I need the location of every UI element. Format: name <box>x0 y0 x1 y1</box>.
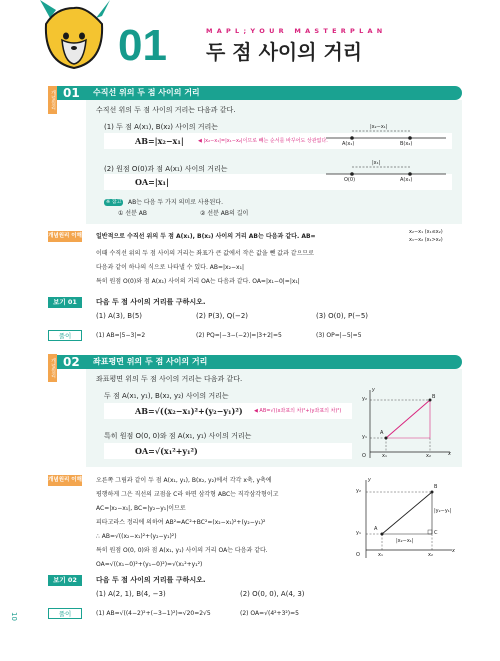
section1-intro: 수직선 위의 두 점 사이의 거리는 다음과 같다. <box>96 106 236 114</box>
fig2-point-a: A <box>374 526 378 532</box>
number-line-1-point-a: A(x₁) <box>342 141 355 147</box>
fig1-x2-label: x₂ <box>426 453 431 459</box>
fig2-y2-label: y₂ <box>356 488 361 494</box>
explanation1-line2: 이때 수직선 위의 두 점 사이의 거리는 좌표가 큰 값에서 작은 값을 뺀 값과 같으므로 <box>96 250 314 257</box>
explanation2-line2: 평행하게 그은 직선의 교점을 C라 하면 삼각형 ABC는 직각삼각형이고 <box>96 491 279 498</box>
fig1-y2-label: y₂ <box>362 396 367 402</box>
example2-solution-label: 풀이 <box>48 608 82 619</box>
fig2-point-c: C <box>434 530 438 536</box>
fig1-x1-label: x₁ <box>382 453 387 459</box>
section1-item2-label: (2) 원점 O(0)과 점 A(x₁) 사이의 거리는 <box>104 165 228 173</box>
note-option-2: ② 선분 AB의 길이 <box>200 210 249 217</box>
section1-item1-note: ◀ |x₂−x₁|=|x₁−x₂|이므로 빼는 순서를 바꾸어도 상관없다. <box>198 138 328 144</box>
section1-tab: 개념원리 <box>48 86 57 114</box>
coordinate-figure-2 <box>352 478 456 564</box>
number-line-2-origin: O(0) <box>344 177 356 183</box>
section2-item1-label: 두 점 A(x₁, y₁), B(x₂, y₂) 사이의 거리는 <box>104 392 229 400</box>
section2-item2-label: 특히 원점 O(0, 0)와 점 A(x₁, y₁) 사이의 거리는 <box>104 432 252 440</box>
fig1-y1-label: y₁ <box>362 434 367 440</box>
section2-title: 좌표평면 위의 두 점 사이의 거리 <box>93 357 208 366</box>
fig1-x-axis-label: x <box>448 451 451 457</box>
page-title: 두 점 사이의 거리 <box>206 40 363 64</box>
explanation1-line1: 일반적으로 수직선 위의 두 점 A(x₁), B(x₂) 사이의 거리 AB는 다음과 같다. AB= <box>96 233 316 240</box>
section1-number: 01 <box>63 86 80 100</box>
example1-q1: (1) A(3), B(5) <box>96 312 143 320</box>
header-tagline: M A P L ; Y O U R M A S T E R P L A N <box>206 27 384 35</box>
section1-item1-label: (1) 두 점 A(x₁), B(x₂) 사이의 거리는 <box>104 123 218 131</box>
fig2-x2-label: x₂ <box>428 552 433 558</box>
note-tag: ※ 참고 <box>106 199 122 205</box>
fig2-dy-label: |y₂−y₁| <box>434 508 452 514</box>
fig2-y1-label: y₁ <box>356 530 361 536</box>
coordinate-figure-1 <box>358 388 454 464</box>
example2-label: 보기 02 <box>48 575 82 586</box>
example1-label: 보기 01 <box>48 297 82 308</box>
section2-item2-formula: OA=√(x₁²+y₁²) <box>135 446 198 456</box>
example1-solution-label: 풀이 <box>48 330 82 341</box>
section2-number: 02 <box>63 355 80 369</box>
explanation2-line6: 특히 원점 O(0, 0)와 점 A(x₁, y₁) 사이의 거리 OA는 다음과 같다. <box>96 547 268 554</box>
number-line-2-point-a: A(x₁) <box>400 177 413 183</box>
example2-a2: (2) OA=√(4²+3²)=5 <box>240 610 299 617</box>
section2-item1-note: ◀ AB=√((x좌표의 차)²+(y좌표의 차)²) <box>254 408 342 414</box>
example2-q1: (1) A(2, 1), B(4, −3) <box>96 590 166 598</box>
number-line-1-distance: |x₂−x₁| <box>370 124 388 130</box>
section2-item1-formula: AB=√((x₂−x₁)²+(y₂−y₁)²) <box>135 406 243 416</box>
section1-title: 수직선 위의 두 점 사이의 거리 <box>93 88 200 97</box>
fig1-origin-label: O <box>362 453 366 459</box>
explanation1-case1: x₂−x₁ (x₁≤x₂) <box>409 229 443 235</box>
fig2-x-axis-label: x <box>452 548 455 554</box>
note-text: AB는 다음 두 가지 의미로 사용된다. <box>128 199 224 206</box>
section1-item2-formula: OA=|x₁| <box>135 177 169 187</box>
explanation2-line1: 오른쪽 그림과 같이 두 점 A(x₁, y₁), B(x₂, y₂)에서 각각 x축, y축에 <box>96 477 272 484</box>
number-line-1-point-b: B(x₂) <box>400 141 413 147</box>
explanation1-line3: 다음과 같이 하나의 식으로 나타낼 수 있다. AB=|x₂−x₁| <box>96 264 245 271</box>
fig2-origin-label: O <box>356 552 360 558</box>
note-option-1: ① 선분 AB <box>118 210 148 217</box>
fig2-dx-label: |x₂−x₁| <box>396 538 414 544</box>
fig2-y-axis-label: y <box>368 477 371 483</box>
page-number: 10 <box>10 612 18 621</box>
section1-item1-formula: AB=|x₂−x₁| <box>135 136 184 146</box>
section2-intro: 좌표평면 위의 두 점 사이의 거리는 다음과 같다. <box>96 375 243 383</box>
example1-prompt: 다음 두 점 사이의 거리를 구하시오. <box>96 298 206 306</box>
explanation2-line4: 피타고라스 정리에 의하여 AB²=AC²+BC²=(x₂−x₁)²+(y₂−y₁)² <box>96 519 266 526</box>
explanation1-case2: x₁−x₂ (x₁>x₂) <box>409 237 443 243</box>
example2-a1: (1) AB=√((4−2)²+(−3−1)²)=√20=2√5 <box>96 610 211 617</box>
explanation2-line7: OA=√((x₁−0)²+(y₁−0)²)=√(x₁²+y₁²) <box>96 561 203 568</box>
section2-tab: 개념원리 <box>48 354 57 382</box>
fig1-point-a: A <box>380 430 384 436</box>
fig2-point-b: B <box>434 484 438 490</box>
example1-a3: (3) OP=|−5|=5 <box>316 332 362 339</box>
fig1-y-axis-label: y <box>372 387 375 393</box>
explanation2-label: 개념원리 이해 <box>48 475 82 486</box>
fig2-x1-label: x₁ <box>378 552 383 558</box>
mascot-logo <box>36 0 116 76</box>
explanation1-line4: 특히 원점 O(0)와 점 A(x₁) 사이의 거리 OA는 다음과 같다. OA=|x₁−0|=|x₁| <box>96 278 300 285</box>
example1-q2: (2) P(3), Q(−2) <box>196 312 249 320</box>
fig1-point-b: B <box>432 394 436 400</box>
chapter-number: 01 <box>118 21 167 70</box>
explanation1-label: 개념원리 이해 <box>48 231 82 242</box>
example1-q3: (3) O(0), P(−5) <box>316 312 369 320</box>
number-line-2-distance: |x₁| <box>372 160 381 166</box>
example1-a1: (1) AB=|5−3|=2 <box>96 332 146 339</box>
explanation2-line5: ∴ AB=√((x₂−x₁)²+(y₂−y₁)²) <box>96 533 177 540</box>
explanation2-line3: AC=|x₂−x₁|, BC=|y₂−y₁|이므로 <box>96 505 186 512</box>
example2-prompt: 다음 두 점 사이의 거리를 구하시오. <box>96 576 206 584</box>
section1-header <box>57 86 462 100</box>
example1-a2: (2) PQ=|−3−(−2)|=|3+2|=5 <box>196 332 282 339</box>
section2-header <box>57 355 462 369</box>
example2-q2: (2) O(0, 0), A(4, 3) <box>240 590 305 598</box>
